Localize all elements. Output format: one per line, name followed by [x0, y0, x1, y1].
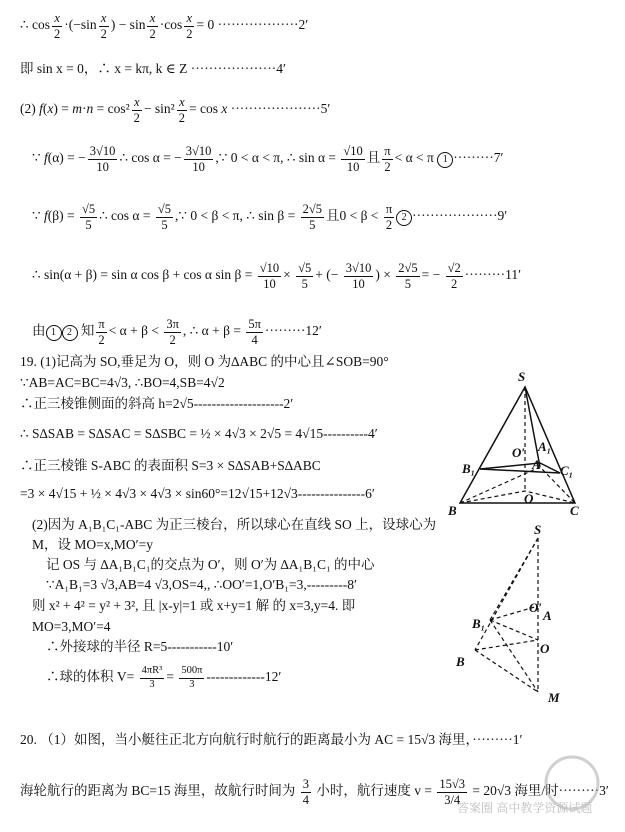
line-17: ∵A₁B₁=3 √3,AB=4 √3,OS=4,, ∴OO′=1,O′B₁=3,---------8′	[46, 577, 357, 592]
fig1-label-a: A	[532, 457, 541, 472]
fig1-label-a1: A₁	[538, 439, 552, 454]
fig2-label-s: S	[534, 522, 542, 537]
line-22: 20. （1）如图，当小艇往正北方向航行时航行的距离最小为 AC = 15√3 海里，·········1′	[20, 732, 523, 747]
line-12: ∴正三棱锥 S-ABC 的表面积 S=3 × S∆SAB+S∆ABC	[20, 458, 321, 473]
line-2: 即 sin x = 0，∴ x = kπ, k ∈ Z ···················4′	[20, 61, 286, 76]
figure-pyramid-1	[440, 365, 610, 525]
line-16: 记 OS 与 ∆A₁B₁C₁的交点为 O′，则 O′为 ∆A₁B₁C₁ 的中心	[46, 557, 375, 572]
line-3: (2) f(x) = m·n = cos² $\frac{x}{2}$ − sin² $\frac{x}{2}$ = cos x ····················5′	[20, 95, 331, 125]
fig1-label-s: S	[518, 369, 526, 384]
fig2-label-a: A	[543, 608, 552, 623]
score-mark-7: ·········7′	[453, 150, 504, 166]
line-20: ∴外接球的半径 R=5-----------10′	[46, 639, 234, 654]
fig2-label-b: B	[456, 654, 465, 669]
line-21: ∴球的体积 V= $\frac{\text{4πR³}}{3}$ = $\frac{500\pi}{3}$ -------------12′	[46, 665, 282, 690]
line-6: ∴ sin(α + β) = sin α cos β + cos α sin β = $\frac{√10}{10}$ × $\frac{√5}{5}$ + (− $\frac{3√10}{10}$ ) × $\frac{2√5}{5}$ = − $\frac{√2}{2}$ ·········11′	[32, 261, 522, 291]
fig2-label-o: O	[540, 641, 550, 656]
fig1-label-o: O	[524, 491, 534, 506]
fig2-label-m: M	[548, 690, 560, 705]
score-mark-11: ·········11′	[464, 267, 522, 283]
line-18: 则 x² + 4² = y² + 3², 且 |x-y|=1 或 x+y=1 解 的 x=3,y=4. 即	[32, 598, 356, 613]
line-4: ∵ f(α) = − $\frac{3√10}{10}$ ∴ cos α = − $\frac{3√10}{10}$ ,∵ 0 < α < π, ∴ sin α = $\frac{√10}{10}$ 且 $\frac{\pi}{2}$ < α < π 1 ·········7′	[32, 144, 504, 174]
line-23: 海轮航行的距离为 BC=15 海里，故航行时间为 $\frac{3}{4}$ 小时，航行速度 v = $\frac{15√3}{3/4}$ = 20√3 海里/时·········3′	[20, 777, 609, 807]
line-8: 19. (1)记高为 SO,垂足为 O，则 O 为∆ABC 的中心且∠SOB=90°	[20, 354, 389, 369]
fig1-label-b1: B₁	[462, 461, 476, 476]
figure-pyramid-2	[450, 520, 570, 710]
fig1-label-b: B	[448, 503, 457, 518]
line-10: ∴正三棱锥侧面的斜高 h=2√5--------------------2′	[20, 396, 294, 411]
fig2-label-o-prime: O′	[529, 600, 543, 615]
fig1-label-c1: C₁	[560, 463, 574, 478]
fig1-label-c: C	[570, 503, 579, 518]
line-14: (2)因为 A₁B₁C₁-ABC 为正三棱台，所以球心在直线 SO 上，设球心为	[32, 517, 437, 532]
score-mark-12: ·········12′	[264, 323, 322, 339]
line-9: ∵AB=AC=BC=4√3, ∴BO=4,SB=4√2	[20, 375, 225, 390]
fig1-label-o-prime: O′	[512, 445, 526, 460]
line-15: M，设 MO=x,MO′=y	[32, 537, 153, 552]
fig2-label-b1: B₁	[472, 616, 486, 631]
line-19: MO=3,MO′=4	[32, 619, 111, 634]
score-mark-12b: -------------12′	[206, 669, 282, 685]
line-13: =3 × 4√15 + ½ × 4√3 × 4√3 × sin60°=12√15+12√3---------------6′	[20, 486, 375, 501]
line-5: ∵ f(β) = $\frac{√5}{5}$ ∴ cos α = $\frac{√5}{5}$ ,∵ 0 < β < π, ∴ sin β = $\frac{2√5}{5}$ 且0 < β < $\frac{\pi}{2}$ 2 ···················9′	[32, 202, 508, 232]
watermark: 答案圈 高中教学资源试题	[447, 754, 607, 824]
line-1: ∴ cos $\frac{x}{2}$ ·(−sin $\frac{x}{2}$ ) − sin $\frac{x}{2}$ ·cos $\frac{x}{2}$ = 0 ··················2′	[20, 11, 309, 41]
line-7: 由 1 2 知 $\frac{\pi}{2}$ < α + β < $\frac{3\pi}{2}$ , ∴ α + β = $\frac{5\pi}{4}$ ·········12′	[32, 317, 322, 347]
score-mark-9: ···················9′	[412, 208, 508, 224]
score-mark-5: ····················5′	[230, 101, 331, 117]
score-mark-2: ··················2′	[217, 17, 309, 33]
line-11: ∴ S∆SAB = S∆SAC = S∆SBC = ½ × 4√3 × 2√5 = 4√15----------4′	[20, 426, 378, 441]
